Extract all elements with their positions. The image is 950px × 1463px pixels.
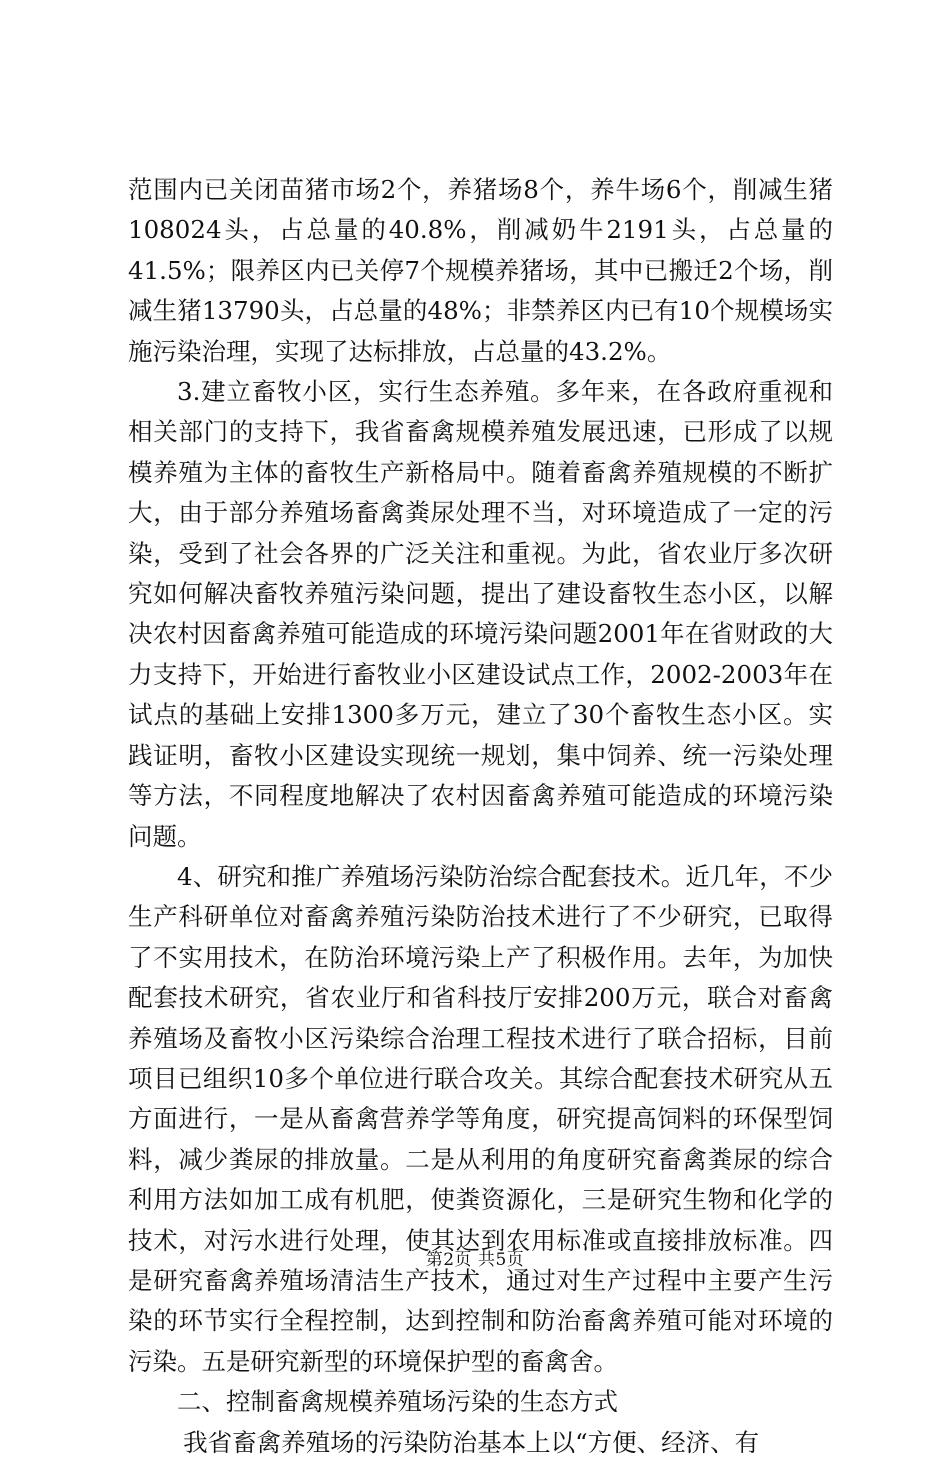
- section-heading: 二、控制畜禽规模养殖场污染的生态方式: [177, 1387, 618, 1417]
- paragraph-ecological-methods: 我省畜禽养殖场的污染防治基本上以“方便、经济、有: [183, 1427, 760, 1457]
- paragraph-continuation: 范围内已关闭苗猪市场2个，养猪场8个，养牛场6个，削减生猪108024头，占总量的40.8%，削减奶牛2191头，占总量的41.5%；限养区内已关停7个规模养猪场，其中已搬迁2个场，削减生猪13790头，占总量的48%；非禁养区内已有10个规模场实施污染治理，实现了达标排放，占总量的43.2%。: [128, 175, 833, 366]
- paragraph-livestock-district: 3.建立畜牧小区，实行生态养殖。多年来，在各政府重视和相关部门的支持下，我省畜禽规模养殖发展迅速，已形成了以规模养殖为主体的畜牧生产新格局中。随着畜禽养殖规模的不断扩大，由于部分养殖场畜禽粪尿处理不当，对环境造成了一定的污染，受到了社会各界的广泛关注和重视。为此，省农业厅多次研究如何解决畜牧养殖污染问题，提出了建设畜牧生态小区，以解决农村因畜禽养殖可能造成的环境污染问题2001年在省财政的大力支持下，开始进行畜牧业小区建设试点工作，2002-2003年在试点的基础上安排1300多万元，建立了30个畜牧生态小区。实践证明，畜牧小区建设实现统一规划，集中饲养、统一污染处理等方法，不同程度地解决了农村因畜禽养殖可能造成的环境污染问题。: [128, 377, 833, 851]
- page-number-footer: 第2页 共5页: [425, 1250, 525, 1270]
- paragraph-pollution-technology: 4、研究和推广养殖场污染防治综合配套技术。近几年，不少生产科研单位对畜禽养殖污染防治技术进行了不少研究，已取得了不实用技术，在防治环境污染上产了积极作用。去年，为加快配套技术研究，省农业厅和省科技厅安排200万元，联合对畜禽养殖场及畜牧小区污染综合治理工程技术进行了联合招标，目前项目已组织10多个单位进行联合攻关。其综合配套技术研究从五方面进行，一是从畜禽营养学等角度，研究提高饲料的环保型饲料，减少粪尿的排放量。二是从利用的角度研究畜禽粪尿的综合利用方法如加工成有机肥，使粪资源化，三是研究生物和化学的技术，对污水进行处理，使其达到农用标准或直接排放标准。四是研究畜禽养殖场清洁生产技术，通过对生产过程中主要产生污染的环节实行全程控制，达到控制和防治畜禽养殖可能对环境的污染。五是研究新型的环境保护型的畜禽舍。: [128, 861, 833, 1376]
